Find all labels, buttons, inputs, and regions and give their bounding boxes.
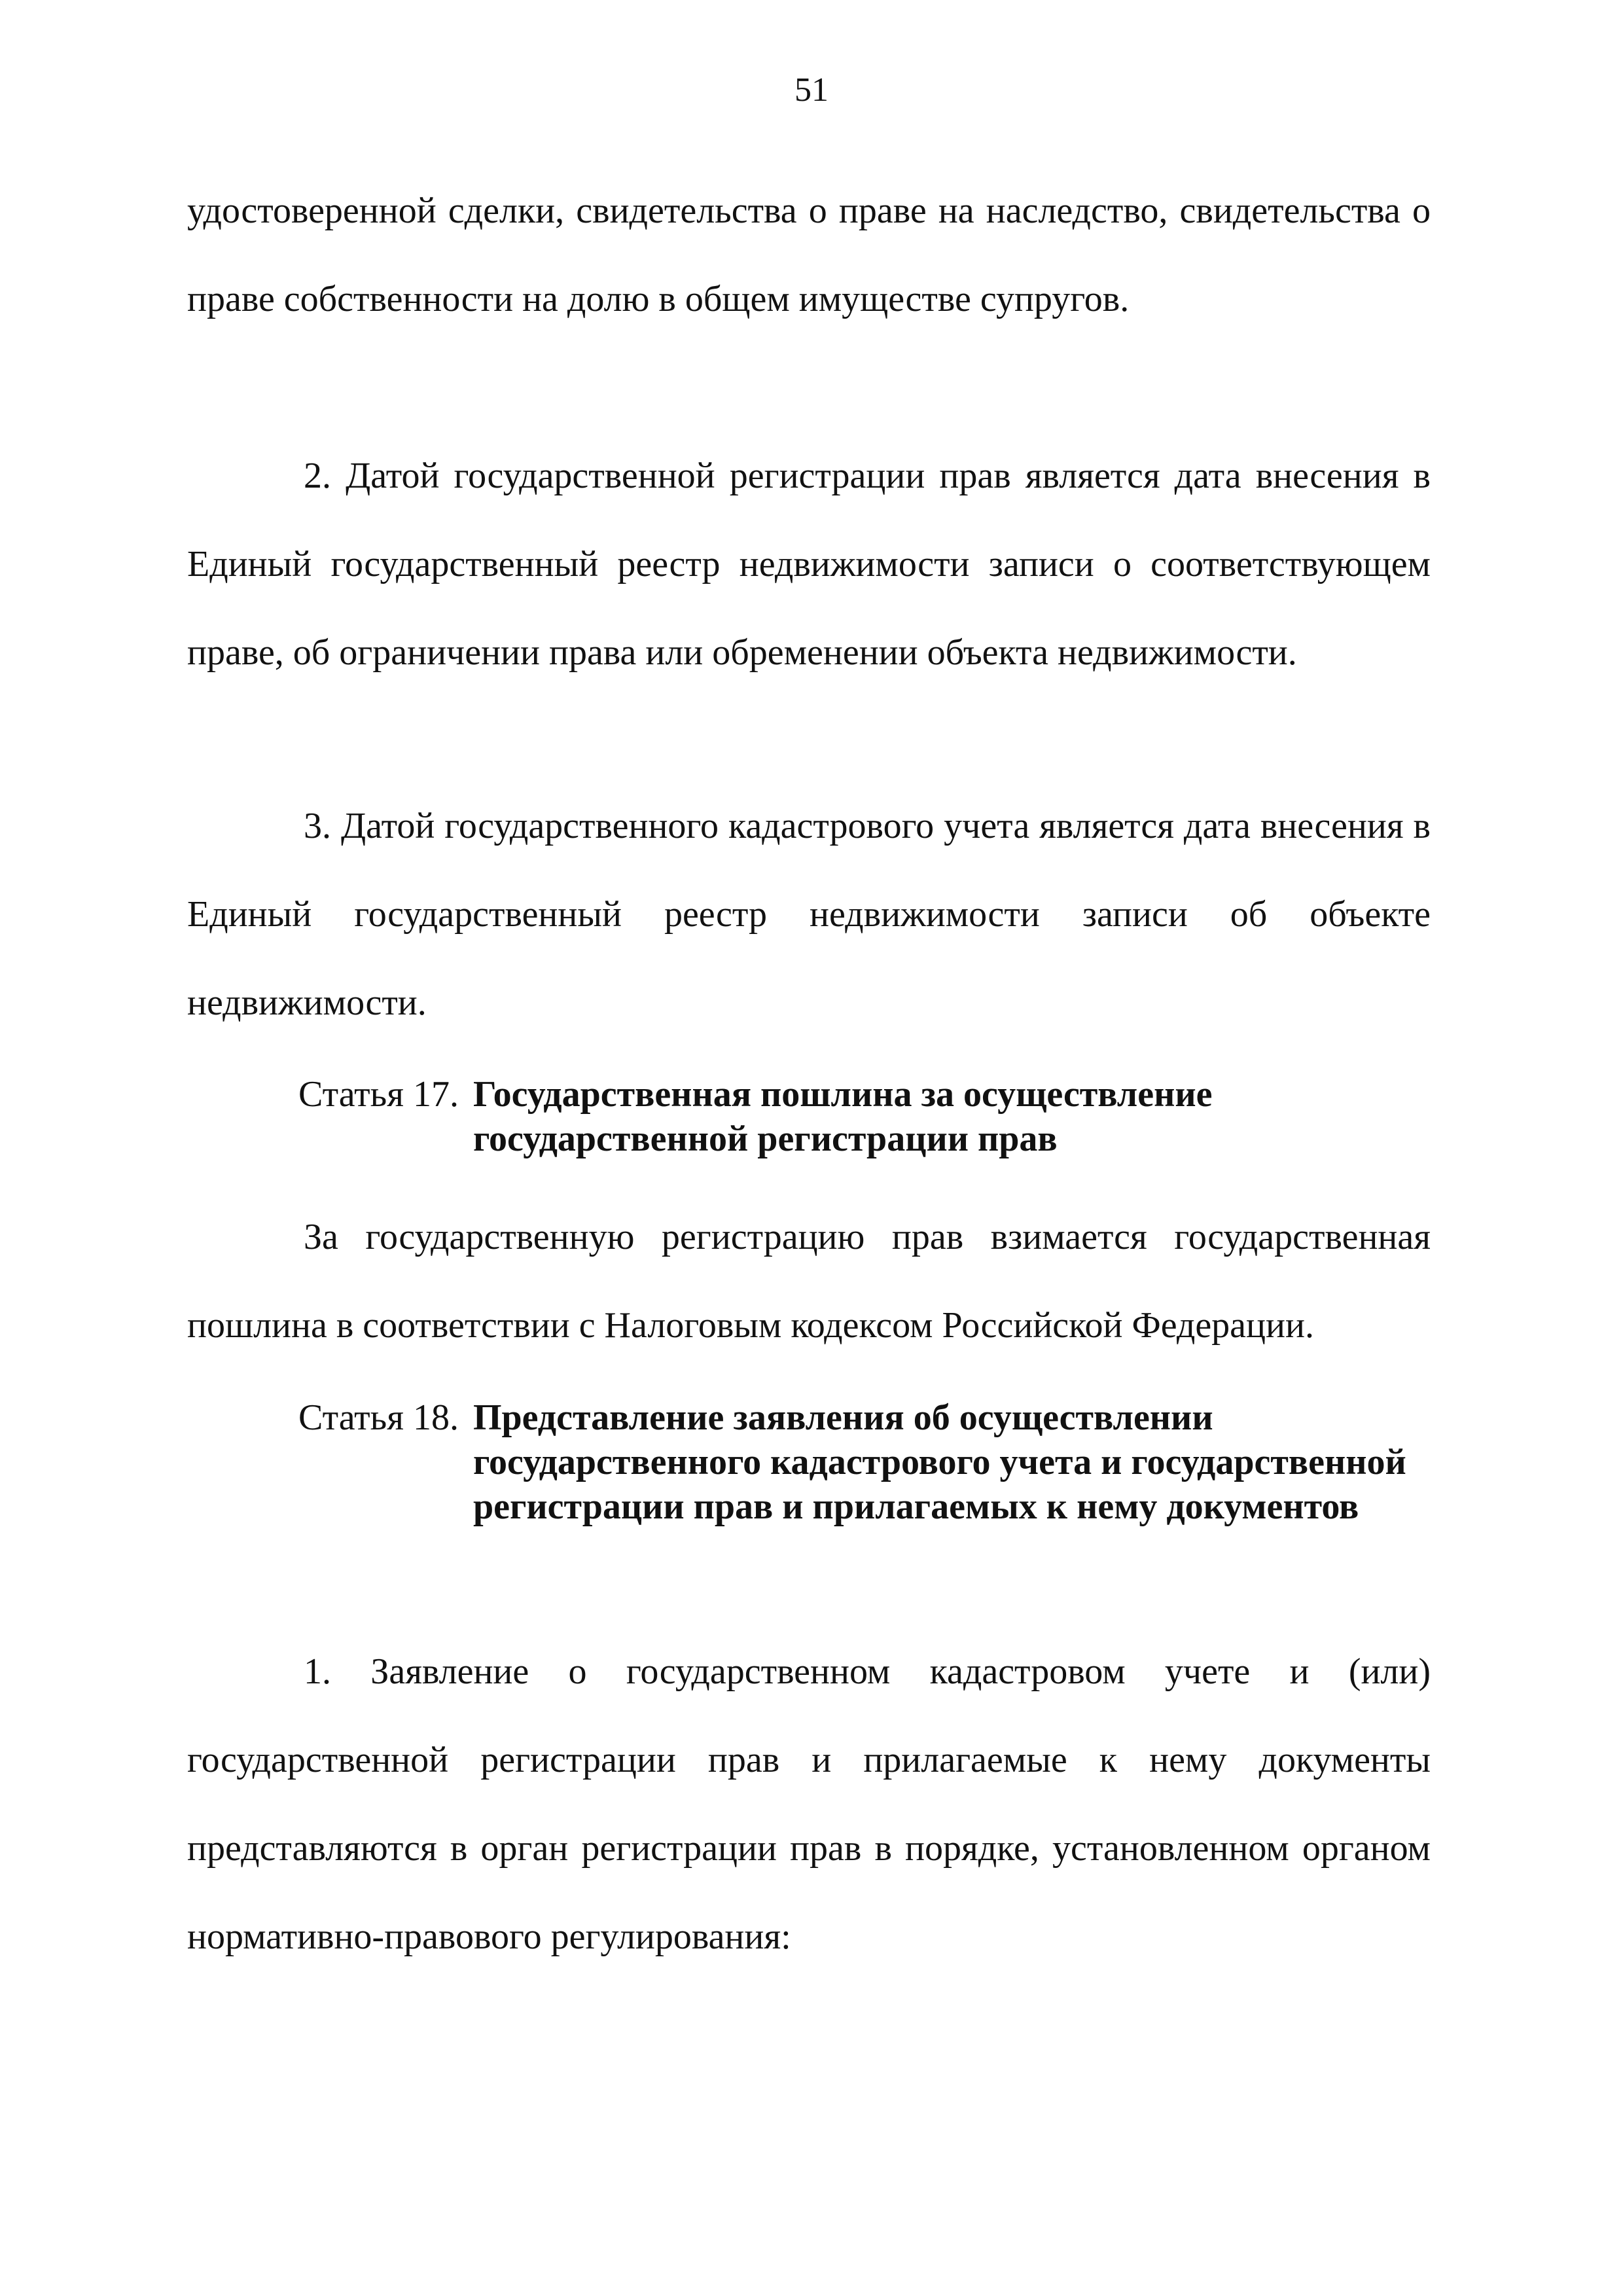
article-label: Статья 18. [298,1397,459,1438]
article-label: Статья 17. [298,1074,459,1115]
article-title: Государственная пошлина за осуществление государственной регистрации прав [473,1074,1213,1159]
article-18-heading [298,1395,1450,1529]
paragraph-text: 3. Датой государственного кадастрового учета является дата внесения в Единый государственный реестр недвижимости записи об объекте недвижимости. [187,806,1431,1023]
paragraph-3 [187,782,1431,1047]
paragraph-text: 1. Заявление о государственном кадастровом учете и (или) государственной регистрации прав и прилагаемые к нему документы представляются в орган регистрации прав в порядке, установленном органом нормативно-правового регулирования: [187,1651,1431,1957]
article-18-paragraph-1 [187,1628,1431,1981]
paragraph-text: удостоверенной сделки, свидетельства о праве на наследство, свидетельства о праве собственности на долю в общем имуществе супругов. [187,190,1431,319]
article-17-body [187,1193,1431,1370]
paragraph-continuation [187,167,1431,344]
page-number: 51 [794,71,829,109]
article-title: Представление заявления об осуществлении государственного кадастрового учета и государственной регистрации прав и прилагаемых к нему документов [473,1397,1406,1527]
paragraph-2 [187,432,1431,697]
paragraph-text: 2. Датой государственной регистрации прав является дата внесения в Единый государственный реестр недвижимости записи о соответствующем праве, об ограничении права или обременении объекта недвижимости. [187,456,1431,673]
article-17-heading [298,1072,1450,1161]
paragraph-text: За государственную регистрацию прав взимается государственная пошлина в соответствии с Налоговым кодексом Российской Федерации. [187,1217,1431,1346]
